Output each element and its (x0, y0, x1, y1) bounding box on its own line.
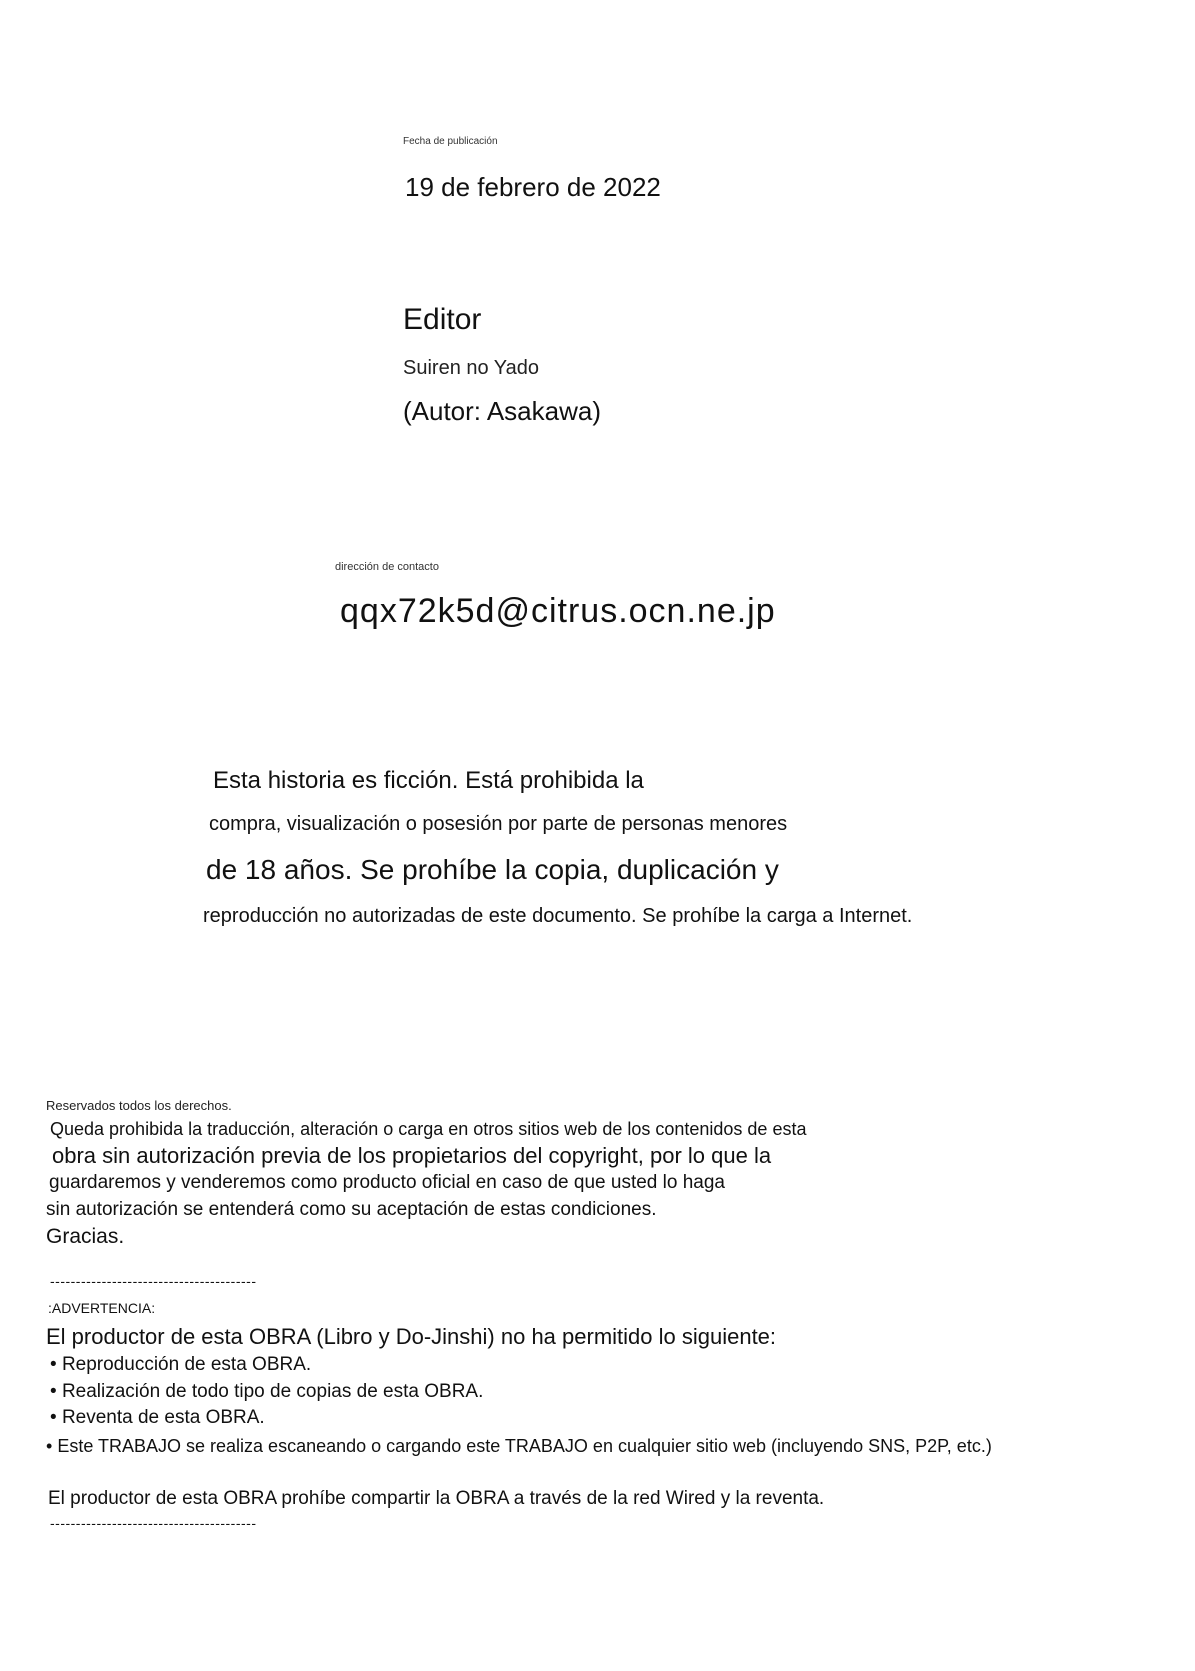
rights-header: Reservados todos los derechos. (46, 1098, 232, 1113)
warning-item: • Reventa de esta OBRA. (50, 1407, 265, 1429)
rights-thanks: Gracias. (46, 1225, 125, 1248)
warning-item: • Reproducción de esta OBRA. (50, 1354, 311, 1376)
separator-bottom: ---------------------------------------- (50, 1515, 257, 1531)
contact-label: dirección de contacto (335, 561, 439, 573)
warning-item: • Realización de todo tipo de copias de esta OBRA. (50, 1381, 483, 1403)
rights-line: sin autorización se entenderá como su aceptación de estas condiciones. (46, 1199, 657, 1220)
editor-author: (Autor: Asakawa) (403, 396, 601, 426)
fiction-notice-line: Esta historia es ficción. Está prohibida la (213, 767, 644, 794)
fiction-notice-line: compra, visualización o posesión por parte de personas menores (209, 813, 788, 835)
publication-date: 19 de febrero de 2022 (405, 172, 661, 202)
editor-heading: Editor (403, 303, 482, 336)
rights-line: obra sin autorización previa de los propietarios del copyright, por lo que la (52, 1143, 772, 1168)
editor-name: Suiren no Yado (403, 357, 540, 379)
publication-date-label: Fecha de publicación (403, 136, 498, 147)
warning-label: :ADVERTENCIA: (48, 1300, 156, 1316)
rights-line: guardaremos y venderemos como producto oficial en caso de que usted lo haga (49, 1172, 725, 1193)
separator-top: ---------------------------------------- (50, 1273, 257, 1289)
warning-closing: El productor de esta OBRA prohíbe compartir la OBRA a través de la red Wired y la reventa. (48, 1488, 825, 1509)
warning-item: • Este TRABAJO se realiza escaneando o cargando este TRABAJO en cualquier sitio web (incluyendo SNS, P2P, etc.) (46, 1436, 992, 1457)
warning-intro: El productor de esta OBRA (Libro y Do-Jinshi) no ha permitido lo siguiente: (46, 1324, 777, 1349)
rights-line: Queda prohibida la traducción, alteración o carga en otros sitios web de los contenidos de esta (50, 1119, 807, 1139)
fiction-notice-line: de 18 años. Se prohíbe la copia, duplicación y (206, 854, 779, 885)
contact-email: qqx72k5d@citrus.ocn.ne.jp (340, 592, 776, 630)
fiction-notice-line: reproducción no autorizadas de este documento. Se prohíbe la carga a Internet. (203, 905, 913, 927)
